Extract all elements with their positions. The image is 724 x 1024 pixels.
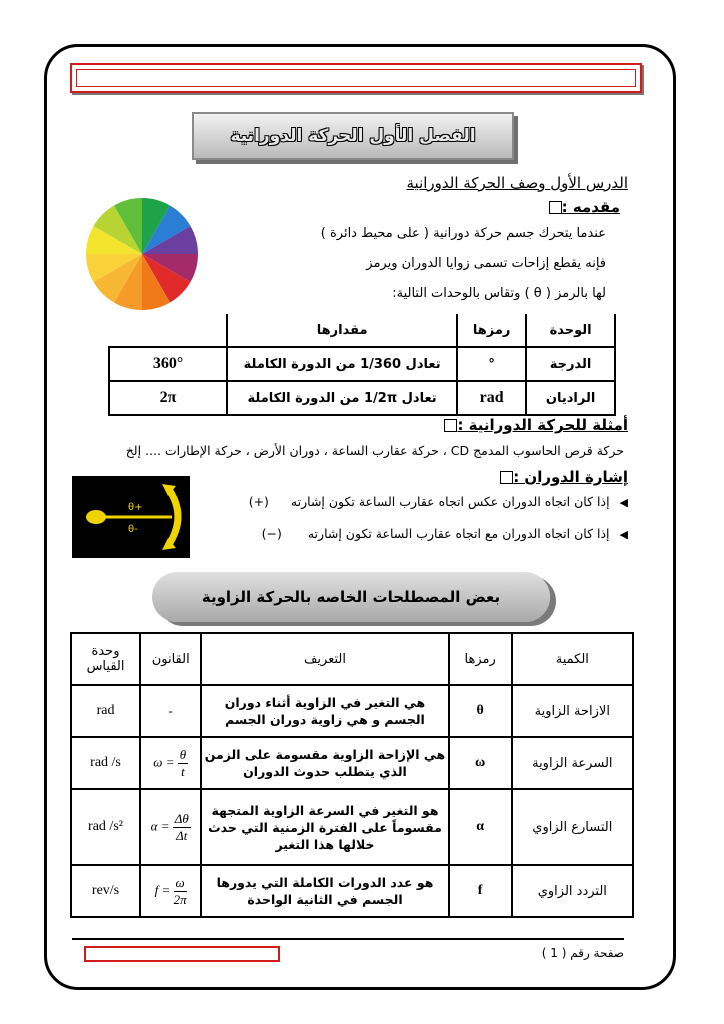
table-row: rad /s ω = $\frac{\theta}{t}$ هي الإزاحة الزاوية مقسومة على الزمن الذي يتطلب حدوث الدوران ω السرعة الزاوية [71, 737, 633, 789]
col-header-unit: وحدة القياس [71, 633, 140, 685]
col-header-definition: التعريف [201, 633, 448, 685]
intro-line-3: لها بالرمز ( θ ) وتقاس بالوحدات التالية: [392, 286, 606, 301]
terms-banner-title: بعض المصطلحات الخاصه بالحركة الزاوية [201, 588, 501, 606]
col-header-quantity: الكمية [512, 633, 633, 685]
table-row: 2π تعادل 1/2π من الدورة الكاملة rad الراديان [109, 381, 615, 415]
rotation-sign-heading: إشارة الدوران : [494, 468, 628, 486]
ccw-sign-line: ◀ إذا كان اتجاه الدوران عكس اتجاه عقارب الساعة تكون إشارته (+) [248, 494, 628, 509]
law-formula: α = $\frac{\Delta\theta}{\Delta t}$ [140, 789, 201, 865]
intro-heading: مقدمه : [543, 198, 620, 216]
checkbox-icon [500, 471, 513, 484]
header-red-box [70, 63, 642, 93]
examples-line: حركة قرص الحاسوب المدمج CD ، حركة عقارب الساعة ، دوران الأرض ، حركة الإطارات .... إلخ [125, 443, 624, 458]
footer-divider [72, 938, 624, 940]
footer-red-box [84, 946, 280, 962]
units-table [108, 314, 616, 416]
checkbox-icon [444, 419, 457, 432]
col-header-value: مقدارها [227, 314, 457, 347]
table-row: rad /s² α = $\frac{\Delta\theta}{\Delta t}$ هو التغير في السرعة الزاوية المتجهة مقسوماً على الفترة الزمنية التي حدث خلالها هذا التغير α التسارع الزاوي [71, 789, 633, 865]
rotation-sign-figure [72, 476, 190, 558]
table-row: 360° تعادل 1/360 من الدورة الكاملة ° الدرجة [109, 347, 615, 381]
page-number: صفحة رقم ( 1 ) [541, 946, 624, 960]
triangle-bullet-icon: ◀ [619, 496, 628, 509]
triangle-bullet-icon: ◀ [619, 528, 628, 541]
chapter-title: الفصل الأول الحركة الدورانية [230, 126, 476, 146]
lesson-title: الدرس الأول وصف الحركة الدورانية [406, 174, 628, 192]
terms-banner [152, 566, 562, 626]
angle-wheel-figure [80, 192, 204, 316]
checkbox-icon [549, 201, 562, 214]
theta-plus-label: θ+ [128, 502, 143, 513]
col-header-law: القانون [140, 633, 201, 685]
table-row: rev/s f = $\frac{\omega}{2\pi}$ هو عدد الدورات الكاملة التي يدورها الجسم في الثانية الواحدة f التردد الزاوي [71, 865, 633, 917]
law-formula: ω = $\frac{\theta}{t}$ [140, 737, 201, 789]
terms-table [70, 632, 634, 918]
intro-line-1: عندما يتحرك جسم حركة دورانية ( على محيط دائرة ) [320, 226, 606, 241]
col-header-symbol: رمزها [449, 633, 512, 685]
examples-heading: أمثلة للحركة الدورانية : [438, 416, 628, 434]
col-header-symbol: رمزها [457, 314, 526, 347]
law-formula: f = $\frac{\omega}{2\pi}$ [140, 865, 201, 917]
col-header-unit: الوحدة [526, 314, 615, 347]
chapter-title-banner [192, 112, 514, 160]
intro-line-2: فإنه يقطع إزاحات تسمى زوايا الدوران ويرمز [366, 256, 606, 271]
theta-minus-label: θ- [128, 524, 138, 535]
cw-sign-line: ◀ إذا كان اتجاه الدوران مع اتجاه عقارب الساعة تكون إشارته (−) [261, 526, 628, 541]
table-row: rad - هي التغير في الزاوية أثناء دوران الجسم و هي زاوية دوران الجسم θ الازاحة الزاوية [71, 685, 633, 737]
